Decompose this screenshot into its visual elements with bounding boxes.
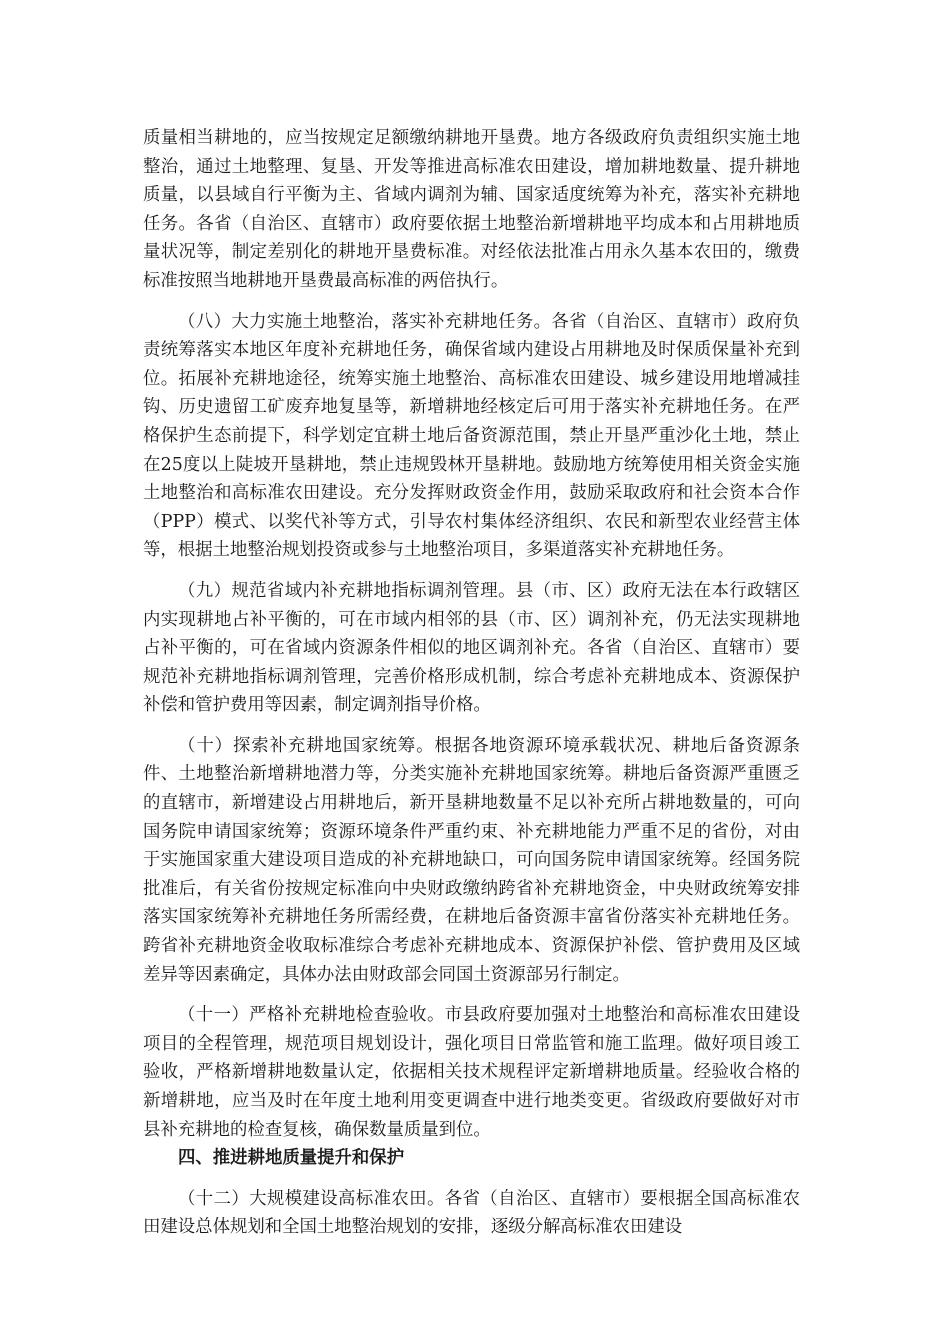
paragraph-12: （十二）大规模建设高标准农田。各省（自治区、直辖市）要根据全国高标准农田建设总体规划和全国土地整治规划的安排，逐级分解高标准农田建设: [143, 1188, 800, 1238]
section-heading: 四、推进耕地质量提升和保护: [178, 1148, 405, 1169]
paragraph-8: （八）大力实施土地整治，落实补充耕地任务。各省（自治区、直辖市）政府负责统筹落实本地区年度补充耕地任务，确保省域内建设占用耕地及时保质保量补充到位。拓展补充耕地途径，统筹实施土地整治、高标准农田建设、城乡建设用地增减挂钩、历史遗留工矿废弃地复垦等，新增耕地经核定后可用于落实补充耕地任务。在严格保护生态前提下，科学划定宜耕土地后备资源范围，禁止开垦严重沙化土地，禁止在25度以上陡坡开垦耕地，禁止违规毁林开垦耕地。鼓励地方统筹使用相关资金实施土地整治和高标准农田建设。充分发挥财政资金作用，鼓励采取政府和社会资本合作（PPP）模式、以奖代补等方式，引导农村集体经济组织、农民和新型农业经营主体等，根据土地整治规划投资或参与土地整治项目，多渠道落实补充耕地任务。: [143, 311, 800, 561]
paragraph-9: （九）规范省域内补充耕地指标调剂管理。县（市、区）政府无法在本行政辖区内实现耕地占补平衡的，可在市域内相邻的县（市、区）调剂补充，仍无法实现耕地占补平衡的，可在省域内资源条件相似的地区调剂补充。各省（自治区、直辖市）要规范补充耕地指标调剂管理，完善价格形成机制，综合考虑补充耕地成本、资源保护补偿和管护费用等因素，制定调剂指导价格。: [143, 580, 800, 716]
paragraph-11: （十一）严格补充耕地检查验收。市县政府要加强对土地整治和高标准农田建设项目的全程管理，规范项目规划设计，强化项目日常监管和施工监理。做好项目竣工验收，严格新增耕地数量认定，依据相关技术规程评定新增耕地质量。经验收合格的新增耕地，应当及时在年度土地利用变更调查中进行地类变更。省级政府要做好对市县补充耕地的检查复核，确保数量质量到位。: [143, 1005, 800, 1140]
paragraph-10: （十）探索补充耕地国家统筹。根据各地资源环境承载状况、耕地后备资源条件、土地整治新增耕地潜力等，分类实施补充耕地国家统筹。耕地后备资源严重匮乏的直辖市，新增建设占用耕地后，新开垦耕地数量不足以补充所占耕地数量的，可向国务院申请国家统筹；资源环境条件严重约束、补充耕地能力严重不足的省份，对由于实施国家重大建设项目造成的补充耕地缺口，可向国务院申请国家统筹。经国务院批准后，有关省份按规定标准向中央财政缴纳跨省补充耕地资金，中央财政统筹安排落实国家统筹补充耕地任务所需经费，在耕地后备资源丰富省份落实补充耕地任务。跨省补充耕地资金收取标准综合考虑补充耕地成本、资源保护补偿、管护费用及区域差异等因素确定，具体办法由财政部会同国土资源部另行制定。: [143, 735, 800, 985]
document-body: [143, 124, 800, 1242]
paragraph-continuation: 质量相当耕地的，应当按规定足额缴纳耕地开垦费。地方各级政府负责组织实施土地整治，通过土地整理、复垦、开发等推进高标准农田建设，增加耕地数量、提升耕地质量，以县域自行平衡为主、省域内调剂为辅、国家适度统筹为补充，落实补充耕地任务。各省（自治区、直辖市）政府要依据土地整治新增耕地平均成本和占用耕地质量状况等，制定差别化的耕地开垦费标准。对经依法批准占用永久基本农田的，缴费标准按照当地耕地开垦费最高标准的两倍执行。: [143, 128, 800, 291]
